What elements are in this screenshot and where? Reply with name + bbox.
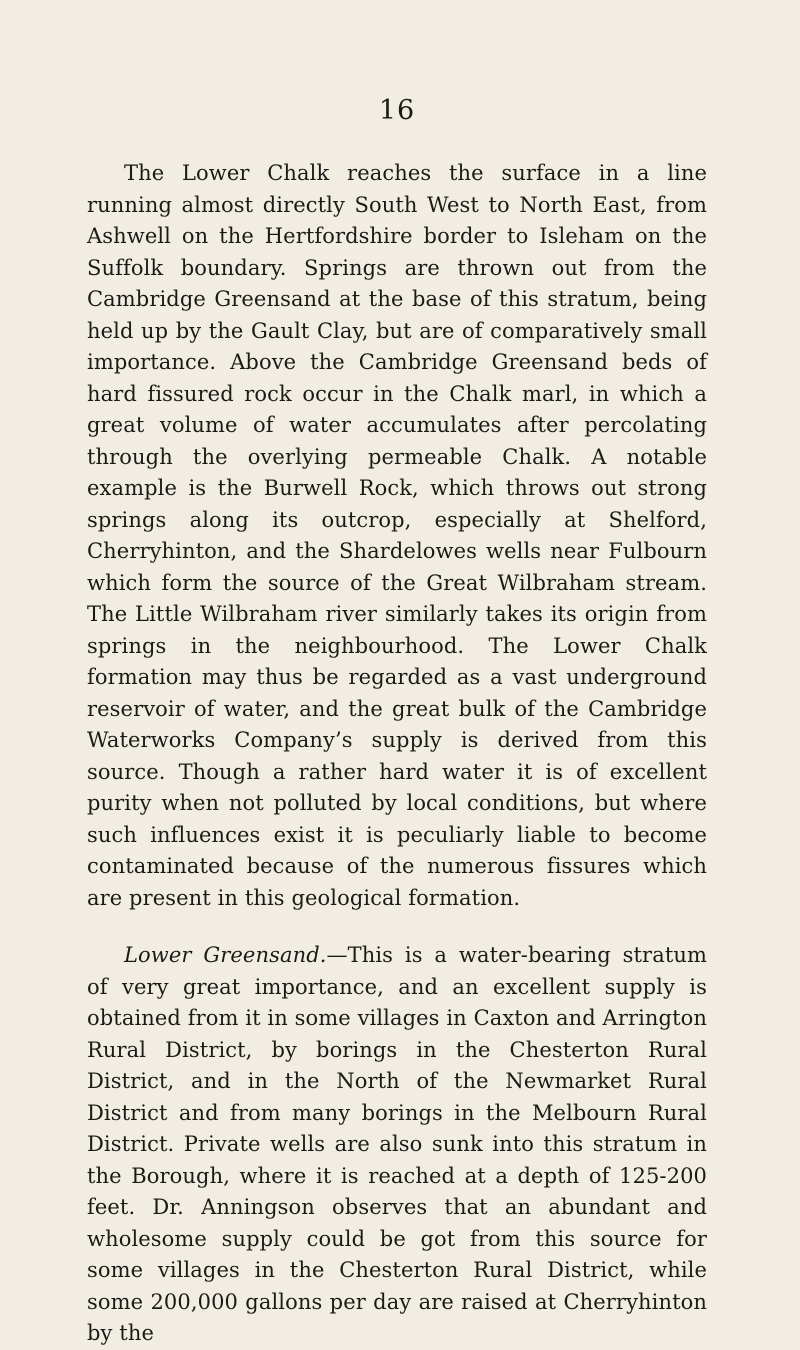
paragraph-body-lower-greensand: —This is a water-bearing stratum of very great importance, and an excellent supply is obtained from it in some villages in Caxton and Arrington Rural District, by borings in the Chesterton Rural District, and in the North of the Newmarket Rural District and from many borings in the Melbourn Rural District. Private wells are also sunk into this stratum in the Borough, where it is reached at a depth of 125-200 feet. Dr. Anningson observes that an abundant and wholesome supply could be got from this source for some villages in the Chesterton Rural District, while some 200,000 gallons per day are raised at Cherryhinton by the — [87, 943, 707, 1345]
paragraph-lower-greensand — [87, 940, 707, 1350]
paragraph-heading-lower-greensand: Lower Greensand. — [124, 943, 327, 967]
paragraph-lower-chalk: The Lower Chalk reaches the surface in a line running almost directly South West to North East, from Ashwell on the Hertfordshire border to Isleham on the Suffolk boundary. Springs are thrown out from the Cambridge Greensand at the base of this stratum, being held up by the Gault Clay, but are of comparatively small importance. Above the Cambridge Greensand beds of hard fissured rock occur in the Chalk marl, in which a great volume of water accumulates after percolating through the overlying permeable Chalk. A notable example is the Burwell Rock, which throws out strong springs along its outcrop, especially at Shelford, Cherryhinton, and the Shardelowes wells near Fulbourn which form the source of the Great Wilbraham stream. The Little Wilbraham river similarly takes its origin from springs in the neighbourhood. The Lower Chalk formation may thus be regarded as a vast underground reservoir of water, and the great bulk of the Cambridge Waterworks Company’s supply is derived from this source. Though a rather hard water it is of excellent purity when not polluted by local conditions, but where such influences exist it is peculiarly liable to become contaminated because of the numerous fissures which are present in this geological formation. — [87, 161, 707, 910]
page-number: 16 — [378, 95, 416, 126]
